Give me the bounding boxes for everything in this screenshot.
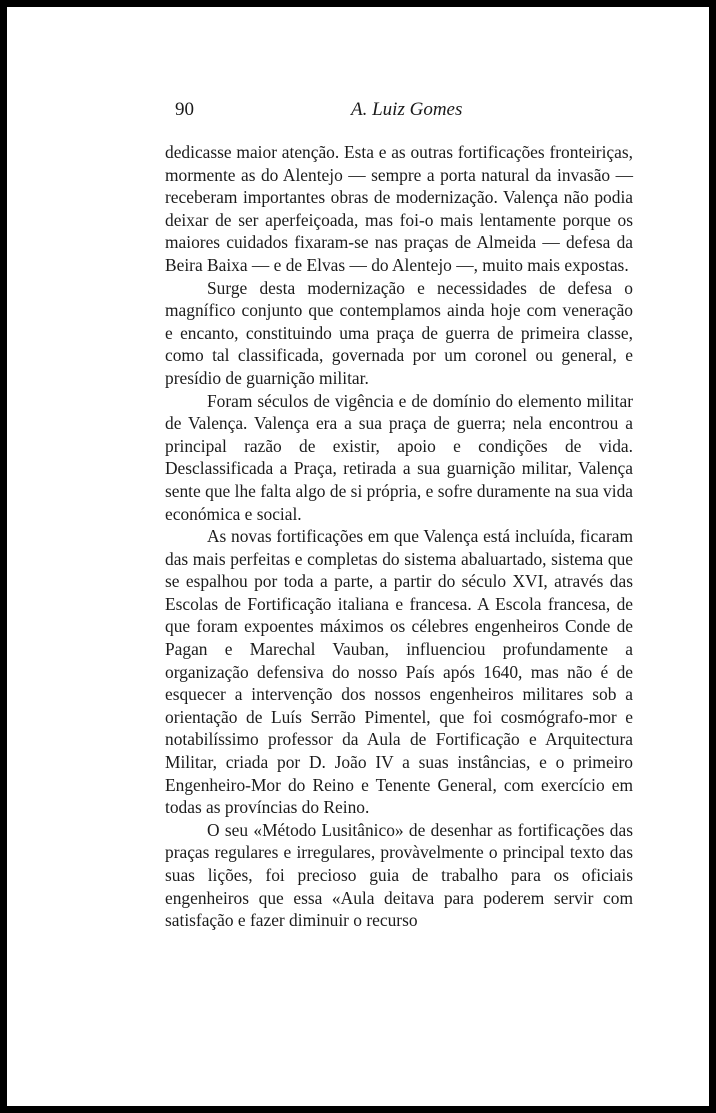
paragraph: Surge desta modernização e necessidades de defesa o magnífico conjunto que contemplamos ainda hoje com veneração e encanto, constituindo uma praça de guerra de primeira classe, como tal classificada, governada por um coronel ou general, e presídio de guarnição militar. — [165, 277, 633, 388]
page-header — [167, 99, 647, 123]
paragraph: As novas fortificações em que Valença está incluída, ficaram das mais perfeitas e completas do sistema abaluartado, sistema que se espalhou por toda a parte, a partir do século XVI, através das Escolas de Fortificação italiana e francesa. A Escola francesa, de que foram expoentes máximos os célebres engenheiros Conde de Pagan e Marechal Vauban, influenciou profundamente a organização defensiva do nosso País após 1640, mas não é de esquecer a intervenção dos nossos engenheiros militares sob a orientação de Luís Serrão Pimentel, que foi cosmógrafo-mor e notabilíssimo professor da Aula de Fortificação e Arquitectura Militar, criada por D. João IV a suas instâncias, e o primeiro Engenheiro-Mor do Reino e Tenente General, com exercício em todas as províncias do Reino. — [165, 526, 633, 818]
paragraph: O seu «Método Lusitânico» de desenhar as fortificações das praças regulares e irregulares, provàvelmente o principal texto das suas lições, foi precioso guia de trabalho para os oficiais engenheiros que essa «Aula deitava para poderem servir com satisfação e fazer diminuir o recurso — [165, 819, 633, 931]
book-page — [7, 7, 709, 1106]
paragraph: Foram séculos de vigência e de domínio do elemento militar de Valença. Valença era a sua praça de guerra; nela encontrou a principal razão de existir, apoio e condições de vida. Desclassificada a Praça, retirada a sua guarnição militar, Valença sente que lhe falta algo de si própria, e sofre duramente na sua vida económica e social. — [165, 390, 633, 524]
body-text — [165, 141, 633, 932]
page-number: 90 — [175, 99, 194, 120]
paragraph: dedicasse maior atenção. Esta e as outras fortificações fronteiriças, mormente as do Alentejo — sempre a porta natural da invasão — receberam importantes obras de modernização. Valença não podia deixar de ser aperfeiçoada, mas foi-o mais lentamente porque os maiores cuidados fixaram-se nas praças de Almeida — defesa da Beira Baixa — e de Elvas — do Alentejo —, muito mais expostas. — [165, 142, 633, 275]
running-head: A. Luiz Gomes — [351, 99, 463, 120]
